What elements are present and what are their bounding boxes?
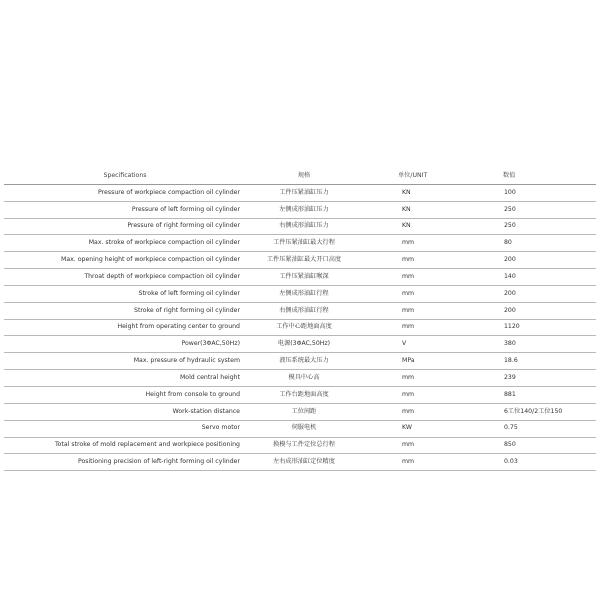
row-name-cn: 右侧成形油缸行程	[246, 302, 362, 319]
table-row	[4, 319, 596, 336]
row-name-cn: 换模与工件定位总行程	[246, 437, 362, 454]
row-name-en: Positioning precision of left-right forming oil cylinder	[4, 454, 246, 471]
row-value: 200	[462, 285, 596, 302]
row-value: 1120	[462, 319, 596, 336]
row-value: 250	[462, 218, 596, 235]
row-name-en: Height from operating center to ground	[4, 319, 246, 336]
table-body	[4, 184, 596, 470]
table-row	[4, 353, 596, 370]
row-value: 6工位140/2工位150	[462, 403, 596, 420]
table-row	[4, 252, 596, 269]
table-header	[4, 168, 596, 184]
header-unit: 单位/UNIT	[362, 168, 462, 184]
row-value: 239	[462, 370, 596, 387]
table-row	[4, 420, 596, 437]
row-value: 0.75	[462, 420, 596, 437]
row-name-en: Stroke of left forming oil cylinder	[4, 285, 246, 302]
row-value: 850	[462, 437, 596, 454]
row-name-cn: 液压系统最大压力	[246, 353, 362, 370]
header-spec-cn: 规格	[246, 168, 362, 184]
row-value: 80	[462, 235, 596, 252]
row-unit: mm	[362, 319, 462, 336]
row-name-en: Work-station distance	[4, 403, 246, 420]
row-unit: mm	[362, 269, 462, 286]
row-name-en: Total stroke of mold replacement and workpiece positioning	[4, 437, 246, 454]
row-name-en: Max. stroke of workpiece compaction oil cylinder	[4, 235, 246, 252]
row-name-en: Max. pressure of hydraulic system	[4, 353, 246, 370]
row-unit: mm	[362, 403, 462, 420]
row-unit: mm	[362, 386, 462, 403]
row-value: 250	[462, 201, 596, 218]
table-row	[4, 201, 596, 218]
row-unit: mm	[362, 454, 462, 471]
row-name-cn: 工作中心距地面高度	[246, 319, 362, 336]
row-name-cn: 工件压紧油缸最大开口高度	[246, 252, 362, 269]
table-row	[4, 437, 596, 454]
table-row	[4, 235, 596, 252]
table-row	[4, 218, 596, 235]
row-name-cn: 左侧成形油缸行程	[246, 285, 362, 302]
row-unit: mm	[362, 252, 462, 269]
row-name-cn: 工件压紧油缸喉深	[246, 269, 362, 286]
row-value: 380	[462, 336, 596, 353]
table-row	[4, 403, 596, 420]
row-value: 0.03	[462, 454, 596, 471]
table-row	[4, 370, 596, 387]
table-row	[4, 269, 596, 286]
row-name-en: Height from console to ground	[4, 386, 246, 403]
row-unit: mm	[362, 437, 462, 454]
row-unit: mm	[362, 302, 462, 319]
table-row	[4, 336, 596, 353]
row-unit: V	[362, 336, 462, 353]
row-name-cn: 右侧成形油缸压力	[246, 218, 362, 235]
row-unit: mm	[362, 235, 462, 252]
row-name-en: Max. opening height of workpiece compaction oil cylinder	[4, 252, 246, 269]
spec-table	[4, 168, 596, 471]
row-unit: KW	[362, 420, 462, 437]
row-unit: MPa	[362, 353, 462, 370]
row-name-en: Pressure of workpiece compaction oil cylinder	[4, 184, 246, 201]
table-row	[4, 184, 596, 201]
row-value: 200	[462, 302, 596, 319]
row-name-en: Servo motor	[4, 420, 246, 437]
row-value: 18.6	[462, 353, 596, 370]
row-name-cn: 工作台距地面高度	[246, 386, 362, 403]
header-value: 数值	[462, 168, 596, 184]
table-row	[4, 302, 596, 319]
table-row	[4, 454, 596, 471]
row-name-cn: 工件压紧油缸最大行程	[246, 235, 362, 252]
row-name-en: Pressure of right forming oil cylinder	[4, 218, 246, 235]
row-value: 200	[462, 252, 596, 269]
table-row	[4, 285, 596, 302]
row-name-cn: 工件压紧油缸压力	[246, 184, 362, 201]
row-unit: KN	[362, 184, 462, 201]
row-name-cn: 伺服电机	[246, 420, 362, 437]
row-value: 881	[462, 386, 596, 403]
row-unit: mm	[362, 370, 462, 387]
table-row	[4, 386, 596, 403]
row-name-en: Throat depth of workpiece compaction oil cylinder	[4, 269, 246, 286]
row-name-cn: 工位间距	[246, 403, 362, 420]
row-name-cn: 左侧成形油缸压力	[246, 201, 362, 218]
header-row	[4, 168, 596, 184]
header-spec: Specifications	[4, 168, 246, 184]
row-unit: KN	[362, 201, 462, 218]
row-name-cn: 电源(3ΦAC,50Hz)	[246, 336, 362, 353]
row-name-en: Power(3ΦAC,50Hz)	[4, 336, 246, 353]
row-name-cn: 模具中心高	[246, 370, 362, 387]
row-value: 100	[462, 184, 596, 201]
row-name-en: Mold central height	[4, 370, 246, 387]
row-name-en: Pressure of left forming oil cylinder	[4, 201, 246, 218]
row-value: 140	[462, 269, 596, 286]
row-name-en: Stroke of right forming oil cylinder	[4, 302, 246, 319]
row-name-cn: 左右成形油缸定位精度	[246, 454, 362, 471]
row-unit: mm	[362, 285, 462, 302]
row-unit: KN	[362, 218, 462, 235]
